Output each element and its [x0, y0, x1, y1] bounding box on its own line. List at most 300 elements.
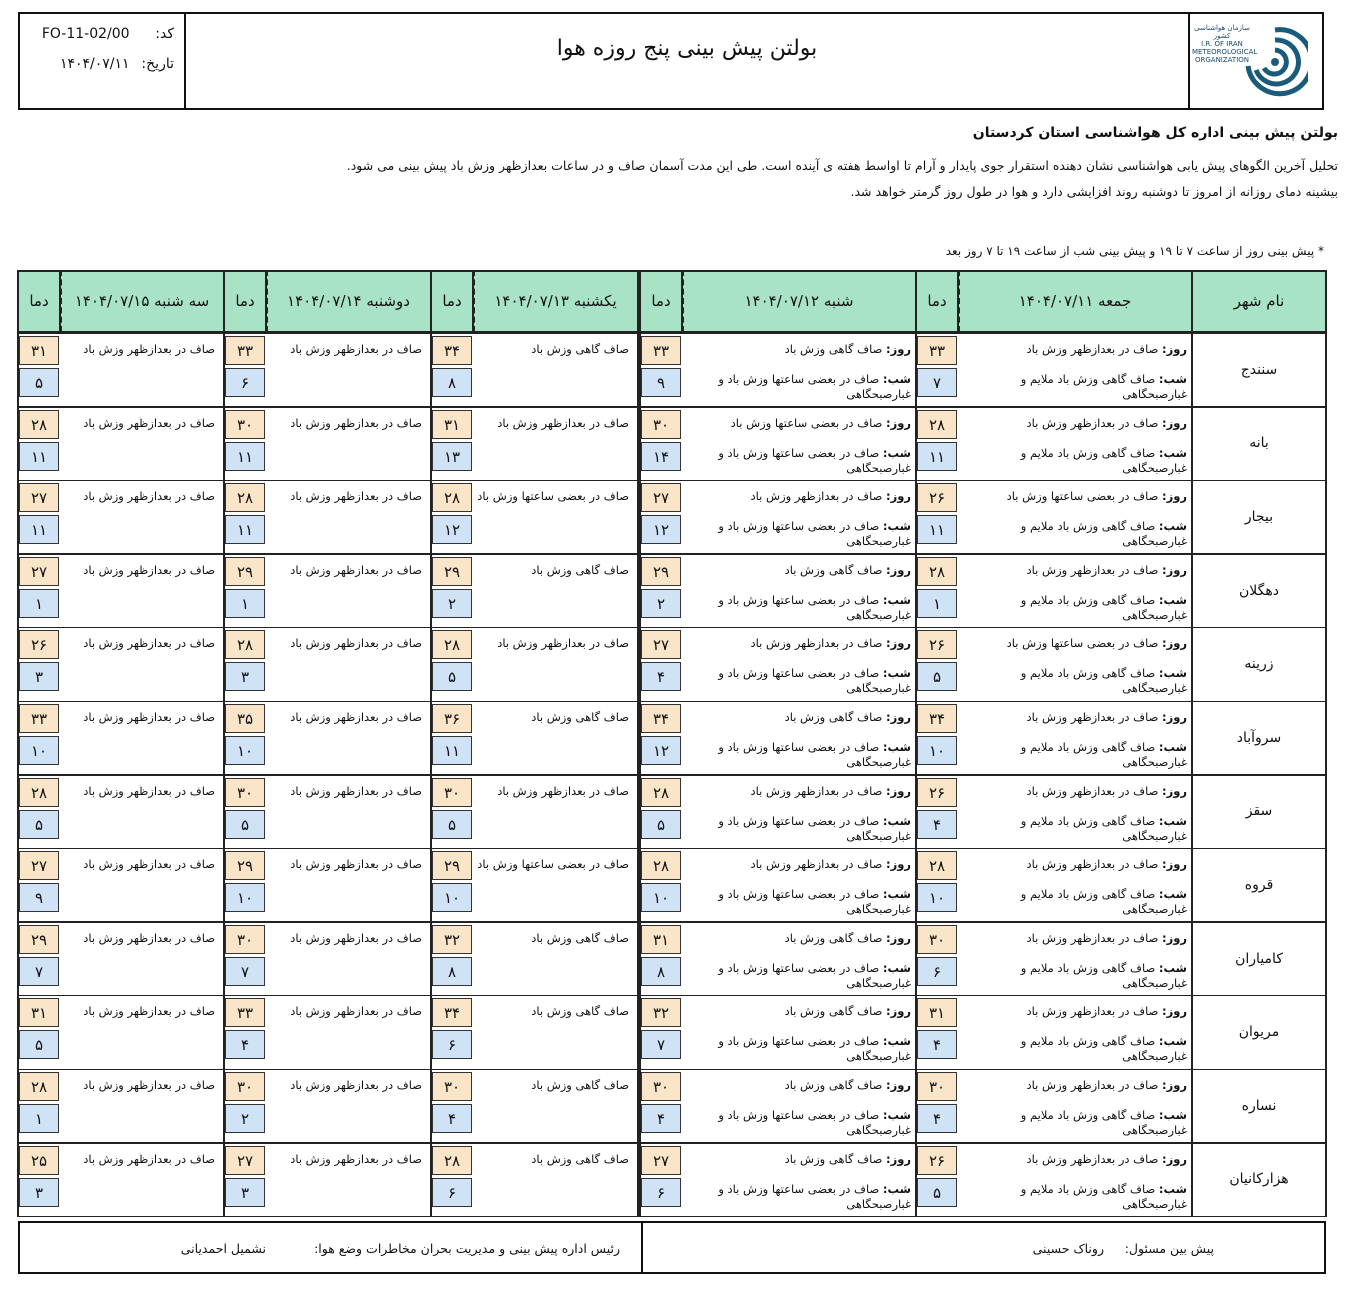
max-temp: ۲۹ [432, 851, 472, 880]
max-temp: ۲۶ [917, 778, 957, 807]
forecast-text: صاف در بعدازظهر وزش باد [290, 857, 422, 872]
min-temp: ۳ [225, 662, 265, 691]
forecast-text: صاف گاهی وزش باد [531, 562, 629, 577]
max-temp: ۲۸ [225, 483, 265, 512]
day-label: روز: [1162, 930, 1187, 945]
forecast-text: صاف در بعدازظهر وزش باد [290, 562, 422, 577]
min-temp: ۴ [641, 662, 681, 691]
min-temp: ۱ [917, 589, 957, 618]
column-divider-dashed [266, 270, 268, 332]
column-divider [17, 270, 19, 1217]
row-divider [18, 848, 1326, 850]
min-temp: ۹ [19, 883, 59, 912]
min-temp: ۵ [225, 810, 265, 839]
min-temp: ۱۰ [225, 736, 265, 765]
day-label: روز: [886, 710, 911, 724]
city-name: سنندج [1240, 361, 1278, 378]
date-value: ۱۴۰۴/۰۷/۱۱ [59, 56, 130, 72]
night-label: شب: [1158, 1181, 1187, 1196]
min-temp: ۱ [19, 589, 59, 618]
max-temp: ۳۴ [917, 704, 957, 733]
max-temp: ۲۷ [641, 1146, 681, 1175]
min-temp: ۶ [225, 368, 265, 397]
day-forecast [958, 857, 1192, 873]
logo-text-1: I.R. OF IRAN [1201, 40, 1243, 48]
min-temp: ۶ [641, 1178, 681, 1207]
night-text: صاف در بعضی ساعتها وزش باد و غبارصبحگاهی [718, 1181, 911, 1211]
min-temp: ۱ [19, 1104, 59, 1133]
day-forecast [682, 563, 916, 579]
min-temp: ۲ [225, 1104, 265, 1133]
min-temp: ۷ [641, 1030, 681, 1059]
day-forecast [958, 710, 1192, 726]
row-divider [18, 701, 1326, 703]
night-text: صاف در بعضی ساعتها وزش باد و غبارصبحگاهی [718, 666, 911, 696]
min-temp: ۱۰ [19, 736, 59, 765]
night-forecast [958, 887, 1192, 919]
column-divider-dashed [682, 270, 684, 332]
forecast-text: صاف در بعدازظهر وزش باد [290, 489, 422, 504]
day-label: روز: [1162, 710, 1187, 724]
city-name: بیجار [1244, 508, 1274, 525]
day-header-d3: یکشنبه ۱۴۰۴/۰۷/۱۳ [473, 270, 638, 332]
day-header-d1: جمعه ۱۴۰۴/۰۷/۱۱ [958, 270, 1192, 332]
temp-header-d4: دما [224, 270, 266, 332]
max-temp: ۲۷ [641, 483, 681, 512]
city-name: دهگلان [1239, 582, 1279, 599]
night-forecast [682, 372, 916, 404]
logo-text-2: METEOROLOGICAL [1192, 48, 1258, 56]
date-label: تاریخ: [141, 56, 174, 72]
max-temp: ۲۹ [19, 925, 59, 954]
max-temp: ۳۰ [641, 410, 681, 439]
day-label: روز: [1162, 857, 1187, 872]
intro-heading: بولتن پیش بینی اداره کل هواشناسی استان کردستان [972, 125, 1338, 141]
max-temp: ۲۵ [19, 1146, 59, 1175]
night-forecast [958, 593, 1192, 625]
night-text: صاف گاهی وزش باد ملایم و غبارصبحگاهی [1020, 887, 1187, 917]
forecast-text: صاف در بعدازظهر وزش باد [83, 415, 215, 430]
min-temp: ۶ [917, 957, 957, 986]
max-temp: ۳۴ [641, 704, 681, 733]
max-temp: ۲۸ [917, 851, 957, 880]
forecast-text: صاف در بعدازظهر وزش باد [290, 636, 422, 651]
min-temp: ۵ [641, 810, 681, 839]
max-temp: ۳۰ [917, 925, 957, 954]
max-temp: ۲۶ [19, 630, 59, 659]
min-temp: ۷ [19, 957, 59, 986]
day-forecast [682, 342, 916, 358]
day-label: روز: [886, 930, 911, 945]
min-temp: ۸ [641, 957, 681, 986]
footer-box [18, 1221, 1326, 1274]
max-temp: ۳۰ [641, 1072, 681, 1101]
max-temp: ۲۶ [917, 630, 957, 659]
city-name: قروه [1244, 876, 1274, 893]
city-name: سروآباد [1236, 729, 1282, 746]
min-temp: ۵ [917, 662, 957, 691]
min-temp: ۴ [917, 1104, 957, 1133]
max-temp: ۲۶ [917, 483, 957, 512]
max-temp: ۳۰ [432, 778, 472, 807]
date-row [60, 56, 174, 72]
footer-divider [641, 1223, 643, 1272]
night-label: شب: [1158, 519, 1187, 534]
night-text: صاف گاهی وزش باد ملایم و غبارصبحگاهی [1020, 1108, 1187, 1137]
day-label: روز: [1162, 1078, 1187, 1092]
day-text: صاف در بعضی ساعتها وزش باد [1006, 636, 1159, 651]
city-name: هزارکانیان [1229, 1171, 1289, 1188]
min-temp: ۳ [19, 662, 59, 691]
night-label: شب: [882, 1108, 911, 1122]
day-text: صاف در بعدازظهر وزش باد [1026, 1078, 1159, 1092]
forecast-text: صاف در بعدازظهر وزش باد [83, 636, 215, 651]
night-label: شب: [882, 960, 911, 975]
max-temp: ۳۴ [432, 336, 472, 365]
day-text: صاف گاهی وزش باد [784, 562, 883, 577]
forecast-text: صاف در بعدازظهر وزش باد [83, 710, 215, 724]
column-divider [915, 270, 917, 1217]
night-label: شب: [1158, 960, 1187, 975]
night-text: صاف در بعضی ساعتها وزش باد و غبارصبحگاهی [718, 519, 911, 549]
night-forecast [958, 1182, 1192, 1214]
day-label: روز: [886, 342, 911, 356]
row-divider [18, 406, 1326, 408]
night-text: صاف در بعضی ساعتها وزش باد و غبارصبحگاهی [718, 1108, 911, 1137]
row-divider [18, 553, 1326, 555]
night-label: شب: [1158, 592, 1187, 607]
day-text: صاف در بعدازظهر وزش باد [1026, 930, 1159, 945]
forecast-text: صاف در بعدازظهر وزش باد [290, 783, 422, 798]
night-label: شب: [882, 1181, 911, 1196]
min-temp: ۴ [917, 810, 957, 839]
column-divider [1191, 270, 1193, 1217]
temp-header-d5: دما [18, 270, 60, 332]
day-label: روز: [886, 783, 911, 798]
night-forecast [958, 666, 1192, 698]
day-text: صاف در بعدازظهر وزش باد [1026, 1151, 1159, 1166]
day-label: روز: [886, 857, 911, 872]
night-forecast [958, 814, 1192, 846]
min-temp: ۴ [641, 1104, 681, 1133]
max-temp: ۳۴ [432, 998, 472, 1027]
day-text: صاف در بعدازظهر وزش باد [1026, 562, 1159, 577]
column-divider-dashed [958, 270, 960, 332]
forecast-text: صاف گاهی وزش باد [531, 342, 629, 356]
day-label: روز: [1162, 342, 1187, 356]
night-forecast [682, 593, 916, 625]
night-text: صاف گاهی وزش باد ملایم و غبارصبحگاهی [1020, 1181, 1187, 1211]
night-forecast [958, 1034, 1192, 1066]
min-temp: ۸ [432, 957, 472, 986]
min-temp: ۶ [432, 1178, 472, 1207]
max-temp: ۳۱ [432, 410, 472, 439]
night-forecast [682, 961, 916, 993]
max-temp: ۳۲ [641, 998, 681, 1027]
header-box [18, 12, 1324, 110]
night-text: صاف در بعضی ساعتها وزش باد و غبارصبحگاهی [718, 372, 911, 401]
day-text: صاف در بعضی ساعتها وزش باد [1006, 489, 1159, 504]
max-temp: ۲۸ [432, 483, 472, 512]
row-divider [18, 1069, 1326, 1071]
day-text: صاف در بعدازظهر وزش باد [750, 857, 883, 872]
day-label: روز: [886, 1004, 911, 1019]
min-temp: ۵ [432, 810, 472, 839]
code-date-cell [20, 14, 186, 108]
min-temp: ۵ [19, 1030, 59, 1059]
day-forecast [958, 563, 1192, 579]
forecast-text: صاف در بعدازظهر وزش باد [83, 930, 215, 945]
day-text: صاف گاهی وزش باد [784, 1078, 883, 1092]
night-label: شب: [882, 887, 911, 902]
max-temp: ۲۷ [225, 1146, 265, 1175]
page-title: بولتن پیش بینی پنج روزه هوا [556, 36, 818, 61]
day-text: صاف گاهی وزش باد [784, 342, 883, 356]
night-forecast [682, 666, 916, 698]
night-forecast [958, 1108, 1192, 1140]
day-forecast [958, 784, 1192, 800]
forecaster-label: پیش بین مسئول: [1124, 1241, 1214, 1256]
forecast-text: صاف در بعدازظهر وزش باد [290, 415, 422, 430]
max-temp: ۲۷ [19, 483, 59, 512]
day-header-d4: دوشنبه ۱۴۰۴/۰۷/۱۴ [266, 270, 431, 332]
day-label: روز: [886, 562, 911, 577]
min-temp: ۵ [917, 1178, 957, 1207]
day-forecast [958, 416, 1192, 432]
night-text: صاف در بعضی ساعتها وزش باد و غبارصبحگاهی [718, 740, 911, 769]
day-forecast [682, 710, 916, 726]
night-forecast [682, 446, 916, 478]
day-text: صاف در بعدازظهر وزش باد [750, 489, 883, 504]
head-name: نشمیل احمدیانی [180, 1241, 266, 1256]
max-temp: ۳۱ [641, 925, 681, 954]
forecast-text: صاف در بعضی ساعتها وزش باد [477, 489, 629, 504]
table-top-border [18, 270, 1326, 272]
night-label: شب: [882, 666, 911, 681]
head-label: رئیس اداره پیش بینی و مدیریت بحران مخاطرات وضع هوا: [314, 1241, 620, 1256]
min-temp: ۹ [641, 368, 681, 397]
day-text: صاف در بعدازظهر وزش باد [1026, 710, 1159, 724]
max-temp: ۲۸ [19, 1072, 59, 1101]
night-label: شب: [882, 813, 911, 828]
day-label: روز: [886, 1078, 911, 1092]
day-text: صاف در بعدازظهر وزش باد [1026, 415, 1159, 430]
night-label: شب: [1158, 666, 1187, 681]
logo-icon [1242, 22, 1308, 102]
day-header-d2: شنبه ۱۴۰۴/۰۷/۱۲ [682, 270, 916, 332]
day-forecast [682, 784, 916, 800]
forecast-text: صاف گاهی وزش باد [531, 710, 629, 724]
max-temp: ۳۵ [225, 704, 265, 733]
max-temp: ۲۷ [19, 557, 59, 586]
night-forecast [682, 1108, 916, 1140]
day-text: صاف در بعدازظهر وزش باد [1026, 857, 1159, 872]
night-forecast [682, 1034, 916, 1066]
min-temp: ۱۱ [432, 736, 472, 765]
day-text: صاف در بعدازظهر وزش باد [1026, 342, 1159, 356]
max-temp: ۲۹ [432, 557, 472, 586]
day-label: روز: [1162, 636, 1187, 651]
max-temp: ۲۹ [225, 557, 265, 586]
forecast-text: صاف گاهی وزش باد [531, 1151, 629, 1166]
intro-line-1: تحلیل آخرین الگوهای پیش یابی هواشناسی نشان دهنده استقرار جوی پایدار و آرام تا اواسط هفته ی آینده است. طی این مدت آسمان صاف و در ساعات بعدازظهر وزش باد پیش بینی می شود. [346, 158, 1338, 173]
day-forecast [682, 931, 916, 947]
code-row [42, 26, 174, 42]
row-divider [18, 921, 1326, 923]
night-label: شب: [882, 519, 911, 534]
forecast-text: صاف در بعدازظهر وزش باد [83, 489, 215, 504]
max-temp: ۳۳ [19, 704, 59, 733]
night-text: صاف در بعضی ساعتها وزش باد و غبارصبحگاهی [718, 960, 911, 990]
max-temp: ۳۰ [225, 778, 265, 807]
forecast-text: صاف در بعدازظهر وزش باد [83, 1151, 215, 1166]
max-temp: ۲۹ [225, 851, 265, 880]
max-temp: ۲۶ [917, 1146, 957, 1175]
day-forecast [682, 636, 916, 652]
city-header: نام شهر [1192, 270, 1326, 332]
night-label: شب: [882, 445, 911, 460]
max-temp: ۲۹ [641, 557, 681, 586]
city-name: مریوان [1238, 1024, 1280, 1041]
forecast-table [18, 270, 1326, 1218]
forecast-text: صاف در بعدازظهر وزش باد [83, 783, 215, 798]
max-temp: ۳۶ [432, 704, 472, 733]
night-forecast [958, 372, 1192, 404]
day-forecast [682, 1152, 916, 1168]
day-label: روز: [1162, 415, 1187, 430]
max-temp: ۲۸ [432, 630, 472, 659]
night-label: شب: [1158, 813, 1187, 828]
max-temp: ۲۸ [432, 1146, 472, 1175]
min-temp: ۴ [917, 1030, 957, 1059]
forecast-text: صاف در بعدازظهر وزش باد [497, 636, 629, 651]
day-text: صاف گاهی وزش باد [784, 710, 883, 724]
min-temp: ۱۰ [641, 883, 681, 912]
max-temp: ۳۲ [432, 925, 472, 954]
min-temp: ۳ [225, 1178, 265, 1207]
forecast-text: صاف در بعدازظهر وزش باد [83, 857, 215, 872]
forecast-text: صاف گاهی وزش باد [531, 1078, 629, 1092]
forecast-text: صاف در بعدازظهر وزش باد [290, 710, 422, 724]
min-temp: ۲ [432, 589, 472, 618]
day-text: صاف گاهی وزش باد [784, 1151, 883, 1166]
min-temp: ۸ [432, 368, 472, 397]
day-forecast [682, 1078, 916, 1094]
city-name: کامیاران [1235, 950, 1283, 967]
day-forecast [958, 1004, 1192, 1020]
min-temp: ۱۲ [641, 515, 681, 544]
max-temp: ۳۳ [917, 336, 957, 365]
min-temp: ۵ [19, 810, 59, 839]
day-forecast [682, 489, 916, 505]
night-text: صاف گاهی وزش باد ملایم و غبارصبحگاهی [1020, 445, 1187, 475]
min-temp: ۴ [225, 1030, 265, 1059]
logo-cell [1188, 14, 1322, 108]
min-temp: ۱۰ [225, 883, 265, 912]
column-divider-dashed [473, 270, 475, 332]
day-forecast [958, 931, 1192, 947]
city-name: سقز [1245, 803, 1273, 820]
forecast-text: صاف در بعدازظهر وزش باد [497, 783, 629, 798]
night-forecast [958, 446, 1192, 478]
max-temp: ۲۸ [917, 557, 957, 586]
forecast-text: صاف در بعدازظهر وزش باد [83, 342, 215, 356]
night-forecast [958, 740, 1192, 772]
min-temp: ۱۱ [19, 442, 59, 471]
night-label: شب: [882, 372, 911, 386]
min-temp: ۱۱ [225, 442, 265, 471]
max-temp: ۲۸ [225, 630, 265, 659]
min-temp: ۱ [225, 589, 265, 618]
min-temp: ۱۰ [432, 883, 472, 912]
night-text: صاف گاهی وزش باد ملایم و غبارصبحگاهی [1020, 592, 1187, 622]
forecast-text: صاف در بعدازظهر وزش باد [290, 342, 422, 356]
max-temp: ۳۳ [225, 336, 265, 365]
min-temp: ۴ [432, 1104, 472, 1133]
city-name: زرینه [1244, 656, 1274, 673]
day-label: روز: [1162, 783, 1187, 798]
night-label: شب: [1158, 1108, 1187, 1122]
day-text: صاف در بعدازظهر وزش باد [1026, 783, 1159, 798]
header-bottom-border [18, 332, 1326, 334]
night-forecast [682, 740, 916, 772]
logo-text-fa: سازمان هواشناسی کشور [1194, 24, 1250, 40]
intro-line-2: بیشینه دمای روزانه از امروز تا دوشنبه روند افزایشی دارد و هوا در طول روز گرمتر خواهد شد. [850, 184, 1338, 199]
night-text: صاف در بعضی ساعتها وزش باد و غبارصبحگاهی [718, 813, 911, 843]
day-forecast [958, 1078, 1192, 1094]
day-label: روز: [1162, 489, 1187, 504]
forecast-text: صاف در بعدازظهر وزش باد [290, 1004, 422, 1019]
column-divider-dashed [60, 270, 62, 332]
night-forecast [682, 814, 916, 846]
forecast-time-note: * پیش بینی روز از ساعت ۷ تا ۱۹ و پیش بینی شب از ساعت ۱۹ تا ۷ روز بعد [945, 244, 1324, 258]
day-text: صاف در بعدازظهر وزش باد [1026, 1004, 1159, 1019]
forecast-text: صاف در بعضی ساعتها وزش باد [477, 857, 629, 872]
forecast-text: صاف گاهی وزش باد [531, 1004, 629, 1019]
city-name: نساره [1241, 1097, 1277, 1114]
night-label: شب: [882, 740, 911, 754]
max-temp: ۳۰ [225, 410, 265, 439]
min-temp: ۱۴ [641, 442, 681, 471]
min-temp: ۱۱ [917, 442, 957, 471]
max-temp: ۳۱ [917, 998, 957, 1027]
night-label: شب: [1158, 887, 1187, 902]
max-temp: ۳۳ [225, 998, 265, 1027]
min-temp: ۱۲ [432, 515, 472, 544]
min-temp: ۱۳ [432, 442, 472, 471]
night-text: صاف در بعضی ساعتها وزش باد و غبارصبحگاهی [718, 445, 911, 475]
forecast-text: صاف در بعدازظهر وزش باد [83, 1004, 215, 1019]
day-text: صاف گاهی وزش باد [784, 1004, 883, 1019]
forecast-text: صاف در بعدازظهر وزش باد [83, 1078, 215, 1092]
row-divider [18, 1142, 1326, 1144]
night-forecast [682, 519, 916, 551]
day-forecast [958, 489, 1192, 505]
min-temp: ۵ [432, 662, 472, 691]
max-temp: ۳۱ [19, 336, 59, 365]
night-label: شب: [882, 1034, 911, 1049]
min-temp: ۲ [641, 589, 681, 618]
forecaster-name: روناک حسینی [1032, 1241, 1104, 1256]
night-label: شب: [1158, 1034, 1187, 1049]
night-label: شب: [1158, 740, 1187, 754]
max-temp: ۲۷ [641, 630, 681, 659]
night-text: صاف در بعضی ساعتها وزش باد و غبارصبحگاهی [718, 1034, 911, 1064]
logo-text-3: ORGANIZATION [1194, 56, 1249, 64]
column-divider [1325, 270, 1327, 1217]
row-divider [18, 774, 1326, 776]
night-forecast [958, 519, 1192, 551]
